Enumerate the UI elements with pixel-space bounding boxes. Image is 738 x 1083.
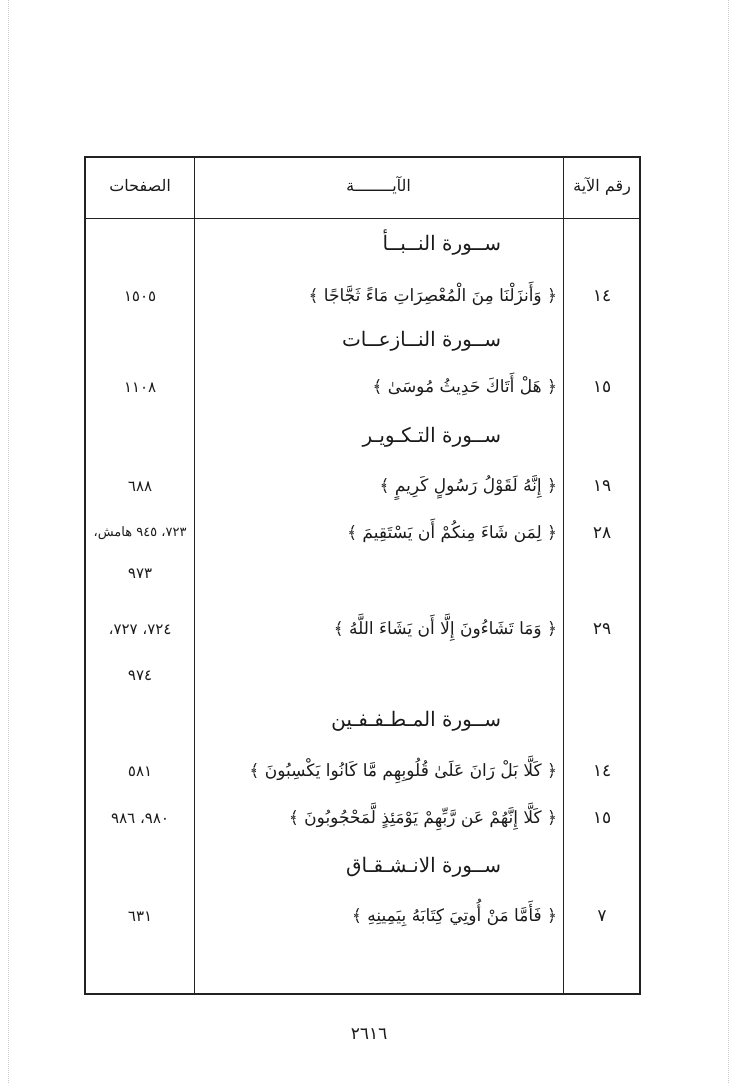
page-number: ٢٦١٦ (350, 1024, 388, 1044)
surah-heading: ســورة التـكـويـر (362, 423, 501, 447)
pages-cell: ١٥٠٥ (123, 287, 157, 305)
surah-heading: ســورة النــازعــات (341, 327, 501, 351)
pages-cell: ٦٨٨ (127, 477, 153, 495)
verse-number-cell: ١٤ (592, 761, 612, 781)
verse-number-cell: ٢٩ (592, 619, 612, 639)
verse-number-cell: ١٥ (592, 377, 612, 397)
pages-cell: ١١٠٨ (123, 378, 157, 396)
verse-number-cell: ١٥ (592, 808, 612, 828)
header-verse: الآيــــــــة (346, 176, 411, 195)
verse-cell: ﴿ كَلَّا إِنَّهُمْ عَن رَّبِّهِمْ يَوْمَئِذٍ لَّمَحْجُوبُونَ ﴾ (288, 808, 557, 828)
header-divider (86, 218, 639, 219)
pages-cell-continued: ٩٧٣ (127, 564, 153, 582)
table-row-continuation (86, 558, 639, 588)
verse-cell: ﴿ كَلَّا بَلْ رَانَ عَلَىٰ قُلُوبِهِم مَّا كَانُوا يَكْسِبُونَ ﴾ (249, 761, 557, 781)
verse-cell: ﴿ وَأَنزَلْنَا مِنَ الْمُعْصِرَاتِ مَاءً ثَجَّاجًا ﴾ (308, 286, 557, 306)
pages-cell: ٦٣١ (127, 907, 153, 925)
table-row (86, 518, 639, 548)
header-verse-number: رقم الآية (573, 176, 631, 195)
surah-heading: ســورة المـطـفـفـين (331, 707, 501, 731)
pages-cell-continued: ٩٧٤ (127, 666, 153, 684)
pages-cell: ٧٢٤، ٧٢٧، (108, 620, 172, 638)
surah-heading: ســورة النــبــأ (382, 231, 501, 255)
table-row (86, 471, 639, 501)
pages-cell: ٩٨٠، ٩٨٦ (111, 809, 169, 827)
surah-heading: ســورة الانـشـقـاق (346, 853, 501, 877)
pages-cell: ٧٢٣، ٩٤٥ هامش، (93, 525, 187, 540)
verse-cell: ﴿ إِنَّهُ لَقَوْلُ رَسُولٍ كَرِيمٍ ﴾ (379, 476, 557, 496)
pages-cell: ٥٨١ (127, 762, 153, 780)
scan-margin-dots (8, 0, 9, 1083)
index-table (84, 156, 641, 995)
scan-margin-dots (728, 0, 729, 1083)
verse-cell: ﴿ هَلْ أَتَاكَ حَدِيثُ مُوسَىٰ ﴾ (372, 377, 557, 397)
table-row (86, 803, 639, 833)
verse-number-cell: ٧ (597, 906, 607, 926)
header-pages: الصفحات (109, 176, 171, 195)
verse-cell: ﴿ فَأَمَّا مَنْ أُوتِيَ كِتَابَهُ بِيَمِينِهِ ﴾ (351, 906, 557, 926)
verse-cell: ﴿ وَمَا تَشَاءُونَ إِلَّا أَن يَشَاءَ اللَّهُ ﴾ (333, 619, 557, 639)
table-row (86, 614, 639, 644)
verse-number-cell: ١٤ (592, 286, 612, 306)
verse-number-cell: ٢٨ (592, 523, 612, 543)
verse-number-cell: ١٩ (592, 476, 612, 496)
table-row (86, 756, 639, 786)
verse-cell: ﴿ لِمَن شَاءَ مِنكُمْ أَن يَسْتَقِيمَ ﴾ (347, 523, 557, 543)
table-row (86, 281, 639, 311)
table-row-continuation (86, 660, 639, 690)
table-row (86, 901, 639, 931)
table-row (86, 372, 639, 402)
